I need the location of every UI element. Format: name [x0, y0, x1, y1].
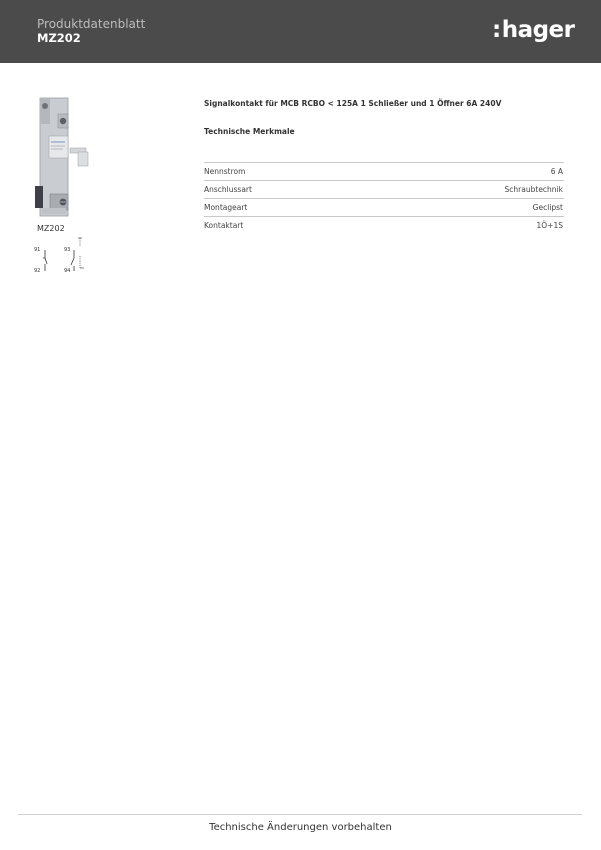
document-type: Produktdatenblatt: [37, 17, 146, 31]
spec-key: Kontaktart: [204, 221, 244, 230]
terminal-93-label: 93: [64, 247, 71, 253]
document-id: MZ202: [37, 31, 81, 45]
product-caption: MZ202: [37, 224, 65, 233]
product-image: [32, 96, 96, 220]
section-heading: Technische Merkmale: [204, 127, 295, 136]
spec-value: 1Ö+1S: [536, 221, 563, 230]
spec-value: 6 A: [550, 167, 563, 176]
spec-table: [204, 162, 564, 234]
spec-key: Anschlussart: [204, 185, 252, 194]
brand-name: hager: [501, 17, 575, 43]
spec-row: [204, 180, 564, 198]
terminal-91-label: 91: [34, 247, 41, 253]
spec-row: [204, 216, 564, 234]
header-bar: [0, 0, 601, 63]
terminal-92-label: 92: [34, 268, 41, 274]
terminal-94-label: 94: [64, 268, 71, 274]
contact-schematic: [34, 236, 88, 276]
spec-value: Schraubtechnik: [504, 185, 563, 194]
footer-note: Technische Änderungen vorbehalten: [209, 822, 392, 833]
spec-row: [204, 198, 564, 216]
brand-mark: :: [492, 17, 501, 43]
brand-logo: [492, 17, 575, 43]
product-title: Signalkontakt für MCB RCBO < 125A 1 Schließer und 1 Öffner 6A 240V: [204, 99, 502, 108]
footer-divider: [18, 814, 582, 815]
spec-key: Nennstrom: [204, 167, 246, 176]
spec-key: Montageart: [204, 203, 248, 212]
spec-value: Geclipst: [532, 203, 563, 212]
spec-row: [204, 162, 564, 180]
